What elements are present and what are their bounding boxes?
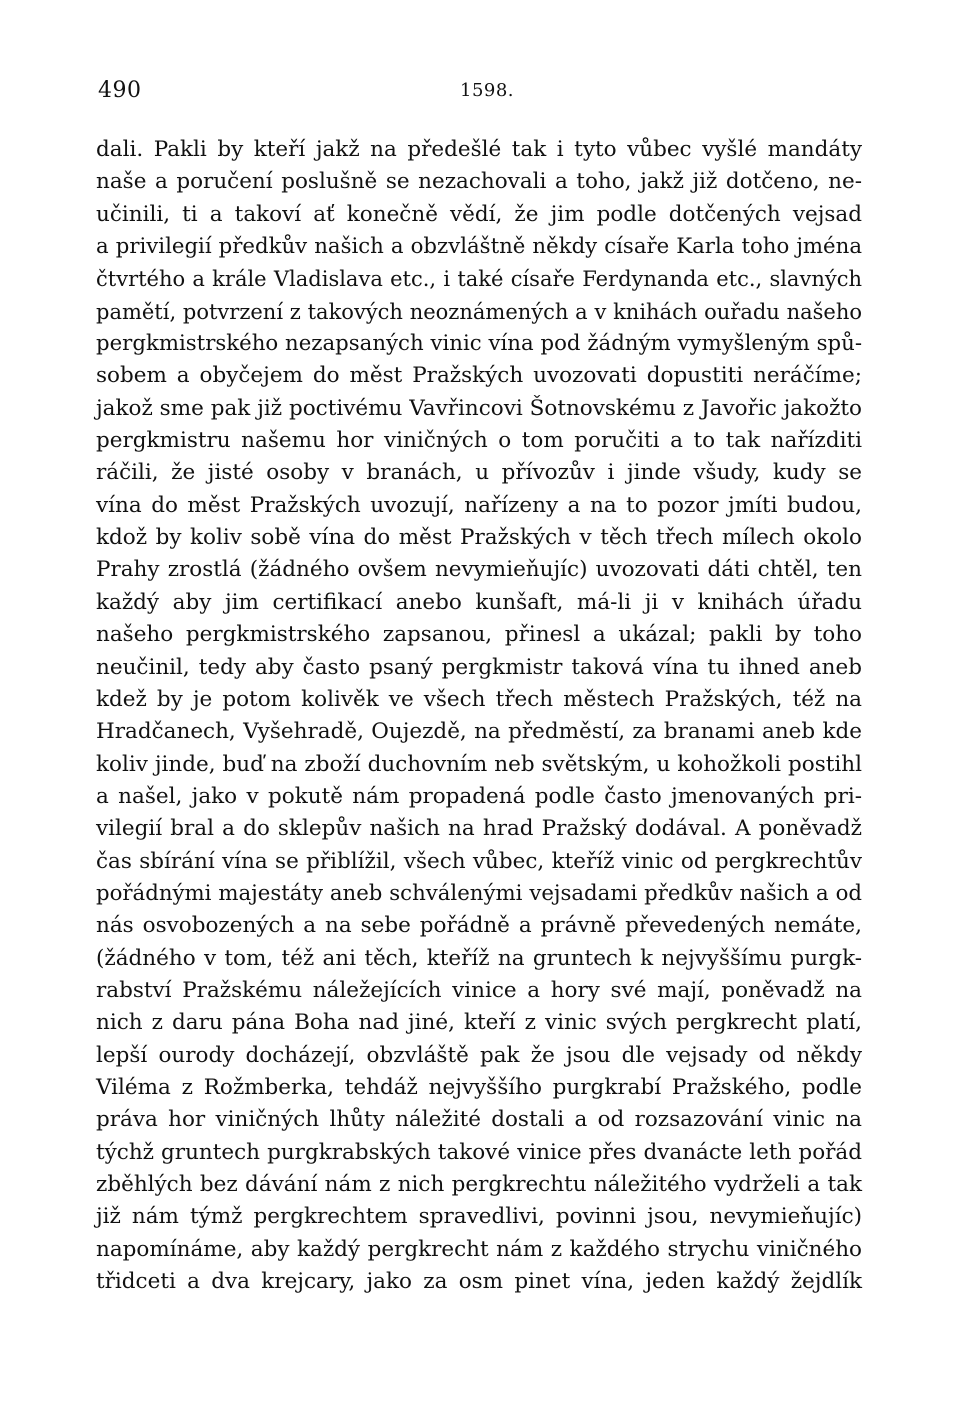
text-line: Hradčanech, Vyšehradě, Oujezdě, na předměstí, za branami aneb kde xyxy=(96,719,862,745)
page-number: 490 xyxy=(98,78,142,103)
text-line: naše a poručení poslušně se nezachovali a toho, jakž již dotčeno, ne- xyxy=(96,169,862,195)
text-line: pořádnými majestáty aneb schválenými vejsadami předkův našich a od xyxy=(96,880,862,906)
text-line: kdež by je potom kolivěk ve všech třech městech Pražských, též na xyxy=(96,686,862,712)
text-line: rabství Pražskému náležejících vinice a hory své mají, poněvadž na xyxy=(96,977,862,1003)
text-line: vína do měst Pražských uvozují, nařízeny a na to pozor jmíti budou, xyxy=(96,492,862,518)
text-line: kdož by koliv sobě vína do měst Pražských v těch třech mílech okolo xyxy=(96,525,862,551)
text-line: týchž gruntech purgkrabských takové vinice přes dvanácte leth pořád xyxy=(96,1139,862,1165)
text-line: sobem a obyčejem do měst Pražských uvozovati dopustiti neráčíme; xyxy=(96,363,862,389)
text-line: Viléma z Rožmberka, tehdáž nejvyššího purgkrabí Pražského, podle xyxy=(96,1074,862,1100)
text-line: napomínáme, aby každý pergkrecht nám z každého strychu viničného xyxy=(96,1236,862,1262)
text-line: vilegií bral a do sklepův našich na hrad Pražský dodával. A poněvadž xyxy=(96,816,862,842)
text-line: čas sbírání vína se přiblížil, všech vůbec, kteříž vinic od pergkrechtův xyxy=(96,848,862,874)
text-line: práva hor viničných lhůty náležité dostali a od rozsazování vinic na xyxy=(96,1107,862,1133)
text-line: pergkmistrského nezapsaných vinic vína pod žádným vymyšleným spů- xyxy=(96,331,862,357)
page-header xyxy=(98,78,864,108)
text-line: koliv jinde, buď na zboží duchovním neb světským, u kohožkoli postihl xyxy=(96,751,862,777)
text-line: dali. Pakli by kteří jakž na předešlé tak i tyto vůbec vyšlé mandáty xyxy=(96,137,862,162)
running-head-year: 1598. xyxy=(460,80,515,101)
text-line: našeho pergkmistrského zapsanou, přinesl a ukázal; pakli by toho xyxy=(96,622,862,648)
body-text xyxy=(96,134,862,1298)
text-line: učinili, ti a takoví ať konečně vědí, že jim podle dotčených vejsad xyxy=(96,201,862,227)
text-line: pergkmistru našemu hor viničných o tom poručiti a to tak nařízditi xyxy=(96,428,862,454)
text-line: již nám týmž pergkrechtem spravedlivi, povinni jsou, nevymieňujíc) xyxy=(96,1204,862,1230)
text-line: ráčili, že jisté osoby v branách, u přívozův i jinde všudy, kudy se xyxy=(96,460,862,486)
text-line: zběhlých bez dávání nám z nich pergkrechtu náležitého vydrželi a tak xyxy=(96,1172,862,1197)
text-line: nás osvobozených a na sebe pořádně a právně převedených nemáte, xyxy=(96,913,862,939)
text-line: (žádného v tom, též ani těch, kteříž na gruntech k nejvyššímu purgk- xyxy=(96,945,862,971)
text-line: třidceti a dva krejcary, jako za osm pinet vína, jeden každý žejdlík xyxy=(96,1269,862,1295)
text-line: pamětí, potvrzení z takových neoznámených a v knihách ouřadu našeho xyxy=(96,299,862,324)
text-line: nich z daru pána Boha nad jiné, kteří z vinic svých pergkrecht platí, xyxy=(96,1010,862,1036)
text-line: Prahy zrostlá (žádného ovšem nevymieňujíc) uvozovati dáti chtěl, ten xyxy=(96,557,862,583)
text-line: jakož sme pak již poctivému Vavřincovi Šotnovskému z Javořic jakožto xyxy=(96,395,862,421)
text-line: neučinil, tedy aby často psaný pergkmistr taková vína tu ihned aneb xyxy=(96,654,862,680)
text-line: lepší ourody docházejí, obzvláště pak že jsou dle vejsady od někdy xyxy=(96,1042,862,1068)
text-line: čtvrtého a krále Vladislava etc., i také císaře Ferdynanda etc., slavných xyxy=(96,267,862,292)
text-line: každý aby jim certifikací anebo kunšaft, má-li ji v knihách úřadu xyxy=(96,589,862,615)
text-line: a privilegií předkův našich a obzvláštně někdy císaře Karla toho jména xyxy=(96,234,862,260)
text-line: a našel, jako v pokutě nám propadená podle často jmenovaných pri- xyxy=(96,783,862,809)
